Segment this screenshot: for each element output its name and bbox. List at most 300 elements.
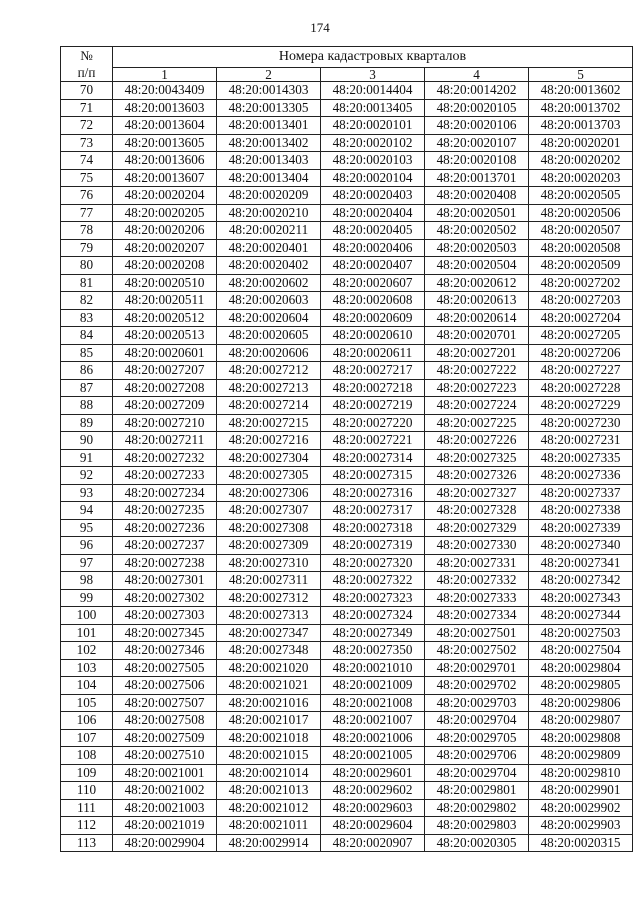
row-number-cell: 78: [61, 222, 113, 240]
cadastral-number-cell: 48:20:0021002: [113, 782, 217, 800]
cadastral-number-cell: 48:20:0020103: [321, 152, 425, 170]
cadastral-number-cell: 48:20:0027209: [113, 397, 217, 415]
cadastral-number-cell: 48:20:0027310: [217, 554, 321, 572]
table-row: [61, 362, 633, 380]
cadastral-number-cell: 48:20:0020610: [321, 327, 425, 345]
cadastral-number-cell: 48:20:0029808: [529, 729, 633, 747]
cadastral-number-cell: 48:20:0014202: [425, 82, 529, 100]
row-number-cell: 103: [61, 659, 113, 677]
row-number-cell: 76: [61, 187, 113, 205]
table-row: [61, 484, 633, 502]
cadastral-number-cell: 48:20:0029704: [425, 712, 529, 730]
cadastral-number-cell: 48:20:0020209: [217, 187, 321, 205]
cadastral-number-cell: 48:20:0020404: [321, 204, 425, 222]
group-title-header: Номера кадастровых кварталов: [113, 47, 633, 68]
cadastral-number-cell: 48:20:0029806: [529, 694, 633, 712]
cadastral-number-cell: 48:20:0029703: [425, 694, 529, 712]
cadastral-number-cell: 48:20:0027305: [217, 467, 321, 485]
cadastral-number-cell: 48:20:0029903: [529, 817, 633, 835]
cadastral-number-cell: 48:20:0027339: [529, 519, 633, 537]
cadastral-number-cell: 48:20:0027333: [425, 589, 529, 607]
row-number-cell: 83: [61, 309, 113, 327]
row-number-cell: 88: [61, 397, 113, 415]
cadastral-number-cell: 48:20:0027223: [425, 379, 529, 397]
row-number-cell: 98: [61, 572, 113, 590]
cadastral-number-cell: 48:20:0020512: [113, 309, 217, 327]
table-row: [61, 712, 633, 730]
cadastral-number-cell: 48:20:0020210: [217, 204, 321, 222]
row-number-cell: 92: [61, 467, 113, 485]
cadastral-number-cell: 48:20:0021006: [321, 729, 425, 747]
cadastral-number-cell: 48:20:0020502: [425, 222, 529, 240]
table-row: [61, 782, 633, 800]
cadastral-number-cell: 48:20:0029805: [529, 677, 633, 695]
cadastral-number-cell: 48:20:0013605: [113, 134, 217, 152]
table-row: [61, 624, 633, 642]
cadastral-number-cell: 48:20:0027506: [113, 677, 217, 695]
cadastral-number-cell: 48:20:0027313: [217, 607, 321, 625]
cadastral-number-cell: 48:20:0021020: [217, 659, 321, 677]
cadastral-number-cell: 48:20:0021019: [113, 817, 217, 835]
cadastral-number-cell: 48:20:0020406: [321, 239, 425, 257]
cadastral-number-cell: 48:20:0027217: [321, 362, 425, 380]
cadastral-number-cell: 48:20:0021007: [321, 712, 425, 730]
row-number-cell: 90: [61, 432, 113, 450]
row-number-cell: 106: [61, 712, 113, 730]
cadastral-number-cell: 48:20:0027326: [425, 467, 529, 485]
table-row: [61, 344, 633, 362]
table-row: [61, 694, 633, 712]
column-number-header: 4: [425, 68, 529, 82]
cadastral-number-cell: 48:20:0014303: [217, 82, 321, 100]
row-number-cell: 110: [61, 782, 113, 800]
row-number-cell: 71: [61, 99, 113, 117]
table-row: [61, 239, 633, 257]
cadastral-number-cell: 48:20:0043409: [113, 82, 217, 100]
cadastral-number-cell: 48:20:0020405: [321, 222, 425, 240]
table-row: [61, 274, 633, 292]
cadastral-number-cell: 48:20:0027218: [321, 379, 425, 397]
row-number-cell: 113: [61, 834, 113, 852]
table-row: [61, 117, 633, 135]
cadastral-number-cell: 48:20:0020201: [529, 134, 633, 152]
row-number-cell: 86: [61, 362, 113, 380]
cadastral-number-cell: 48:20:0020401: [217, 239, 321, 257]
cadastral-number-cell: 48:20:0027502: [425, 642, 529, 660]
cadastral-number-cell: 48:20:0027230: [529, 414, 633, 432]
row-number-cell: 87: [61, 379, 113, 397]
cadastral-number-cell: 48:20:0027323: [321, 589, 425, 607]
row-number-cell: 77: [61, 204, 113, 222]
cadastral-number-cell: 48:20:0021021: [217, 677, 321, 695]
cadastral-number-cell: 48:20:0020508: [529, 239, 633, 257]
cadastral-number-cell: 48:20:0027317: [321, 502, 425, 520]
cadastral-number-cell: 48:20:0013702: [529, 99, 633, 117]
cadastral-number-cell: 48:20:0027304: [217, 449, 321, 467]
cadastral-number-cell: 48:20:0013305: [217, 99, 321, 117]
table-row: [61, 834, 633, 852]
cadastral-number-cell: 48:20:0027206: [529, 344, 633, 362]
cadastral-number-cell: 48:20:0027350: [321, 642, 425, 660]
cadastral-number-cell: 48:20:0027237: [113, 537, 217, 555]
cadastral-number-cell: 48:20:0020305: [425, 834, 529, 852]
table-row: [61, 187, 633, 205]
table-row: [61, 659, 633, 677]
cadastral-number-cell: 48:20:0027501: [425, 624, 529, 642]
cadastral-number-cell: 48:20:0013607: [113, 169, 217, 187]
cadastral-number-cell: 48:20:0020907: [321, 834, 425, 852]
table-row: [61, 799, 633, 817]
cadastral-number-cell: 48:20:0027349: [321, 624, 425, 642]
cadastral-number-cell: 48:20:0029602: [321, 782, 425, 800]
cadastral-number-cell: 48:20:0020206: [113, 222, 217, 240]
cadastral-number-cell: 48:20:0029902: [529, 799, 633, 817]
cadastral-number-cell: 48:20:0027330: [425, 537, 529, 555]
cadastral-number-cell: 48:20:0020604: [217, 309, 321, 327]
cadastral-number-cell: 48:20:0027315: [321, 467, 425, 485]
cadastral-number-cell: 48:20:0020505: [529, 187, 633, 205]
cadastral-number-cell: 48:20:0027225: [425, 414, 529, 432]
cadastral-number-cell: 48:20:0027316: [321, 484, 425, 502]
cadastral-number-cell: 48:20:0027328: [425, 502, 529, 520]
cadastral-number-cell: 48:20:0020614: [425, 309, 529, 327]
row-number-header: [61, 47, 113, 82]
table-row: [61, 729, 633, 747]
cadastral-number-cell: 48:20:0027306: [217, 484, 321, 502]
cadastral-number-cell: 48:20:0020108: [425, 152, 529, 170]
cadastral-number-cell: 48:20:0020613: [425, 292, 529, 310]
cadastral-number-cell: 48:20:0020510: [113, 274, 217, 292]
row-number-cell: 89: [61, 414, 113, 432]
cadastral-number-cell: 48:20:0020608: [321, 292, 425, 310]
cadastral-number-cell: 48:20:0027342: [529, 572, 633, 590]
cadastral-number-cell: 48:20:0027202: [529, 274, 633, 292]
row-number-cell: 105: [61, 694, 113, 712]
table-row: [61, 397, 633, 415]
cadastral-number-cell: 48:20:0020606: [217, 344, 321, 362]
cadastral-number-cell: 48:20:0027301: [113, 572, 217, 590]
cadastral-number-cell: 48:20:0027227: [529, 362, 633, 380]
row-number-cell: 104: [61, 677, 113, 695]
table-row: [61, 257, 633, 275]
table-row: [61, 327, 633, 345]
table-row: [61, 432, 633, 450]
cadastral-number-cell: 48:20:0021018: [217, 729, 321, 747]
cadastral-number-cell: 48:20:0020607: [321, 274, 425, 292]
cadastral-number-cell: 48:20:0020204: [113, 187, 217, 205]
cadastral-number-cell: 48:20:0014404: [321, 82, 425, 100]
table-row: [61, 607, 633, 625]
cadastral-number-cell: 48:20:0027226: [425, 432, 529, 450]
cadastral-number-cell: 48:20:0029604: [321, 817, 425, 835]
cadastral-number-cell: 48:20:0027216: [217, 432, 321, 450]
cadastral-number-cell: 48:20:0020105: [425, 99, 529, 117]
cadastral-number-cell: 48:20:0020408: [425, 187, 529, 205]
cadastral-number-cell: 48:20:0027345: [113, 624, 217, 642]
cadastral-number-cell: 48:20:0020513: [113, 327, 217, 345]
cadastral-number-cell: 48:20:0021010: [321, 659, 425, 677]
cadastral-number-cell: 48:20:0029705: [425, 729, 529, 747]
column-number-header: 2: [217, 68, 321, 82]
row-number-cell: 73: [61, 134, 113, 152]
cadastral-number-cell: 48:20:0027337: [529, 484, 633, 502]
cadastral-number-cell: 48:20:0027221: [321, 432, 425, 450]
row-number-cell: 81: [61, 274, 113, 292]
row-number-cell: 94: [61, 502, 113, 520]
row-number-cell: 108: [61, 747, 113, 765]
row-number-cell: 75: [61, 169, 113, 187]
cadastral-number-cell: 48:20:0020601: [113, 344, 217, 362]
cadastral-number-cell: 48:20:0020603: [217, 292, 321, 310]
cadastral-number-cell: 48:20:0013603: [113, 99, 217, 117]
cadastral-number-cell: 48:20:0027314: [321, 449, 425, 467]
table-row: [61, 747, 633, 765]
cadastral-number-cell: 48:20:0029704: [425, 764, 529, 782]
cadastral-number-cell: 48:20:0027238: [113, 554, 217, 572]
cadastral-number-cell: 48:20:0027201: [425, 344, 529, 362]
cadastral-number-cell: 48:20:0027504: [529, 642, 633, 660]
cadastral-number-cell: 48:20:0020207: [113, 239, 217, 257]
table-row: [61, 292, 633, 310]
cadastral-number-cell: 48:20:0020503: [425, 239, 529, 257]
row-number-header-label: п/п: [77, 65, 96, 80]
cadastral-number-cell: 48:20:0021009: [321, 677, 425, 695]
cadastral-number-cell: 48:20:0020202: [529, 152, 633, 170]
cadastral-number-cell: 48:20:0027236: [113, 519, 217, 537]
table-row: [61, 467, 633, 485]
cadastral-number-cell: 48:20:0027207: [113, 362, 217, 380]
cadastral-number-cell: 48:20:0029809: [529, 747, 633, 765]
cadastral-number-cell: 48:20:0029701: [425, 659, 529, 677]
cadastral-number-cell: 48:20:0027508: [113, 712, 217, 730]
cadastral-number-cell: 48:20:0013602: [529, 82, 633, 100]
cadastral-number-cell: 48:20:0027220: [321, 414, 425, 432]
cadastral-number-cell: 48:20:0013405: [321, 99, 425, 117]
row-number-cell: 97: [61, 554, 113, 572]
table-row: [61, 537, 633, 555]
row-number-cell: 112: [61, 817, 113, 835]
cadastral-number-cell: 48:20:0020511: [113, 292, 217, 310]
cadastral-number-cell: 48:20:0027335: [529, 449, 633, 467]
table-row: [61, 204, 633, 222]
cadastral-number-cell: 48:20:0027211: [113, 432, 217, 450]
cadastral-number-cell: 48:20:0027222: [425, 362, 529, 380]
cadastral-number-cell: 48:20:0027336: [529, 467, 633, 485]
cadastral-number-cell: 48:20:0013404: [217, 169, 321, 187]
cadastral-number-cell: 48:20:0020101: [321, 117, 425, 135]
cadastral-number-cell: 48:20:0027309: [217, 537, 321, 555]
table-row: [61, 309, 633, 327]
row-number-cell: 99: [61, 589, 113, 607]
cadastral-number-cell: 48:20:0027213: [217, 379, 321, 397]
row-number-cell: 70: [61, 82, 113, 100]
table-row: [61, 99, 633, 117]
cadastral-number-cell: 48:20:0027312: [217, 589, 321, 607]
cadastral-number-cell: 48:20:0027338: [529, 502, 633, 520]
cadastral-number-cell: 48:20:0020104: [321, 169, 425, 187]
cadastral-number-cell: 48:20:0020612: [425, 274, 529, 292]
cadastral-number-cell: 48:20:0029803: [425, 817, 529, 835]
cadastral-number-cell: 48:20:0027208: [113, 379, 217, 397]
row-number-cell: 100: [61, 607, 113, 625]
cadastral-number-cell: 48:20:0027307: [217, 502, 321, 520]
cadastral-number-cell: 48:20:0020501: [425, 204, 529, 222]
cadastral-number-cell: 48:20:0029901: [529, 782, 633, 800]
table-row: [61, 502, 633, 520]
cadastral-number-cell: 48:20:0021017: [217, 712, 321, 730]
cadastral-number-cell: 48:20:0020211: [217, 222, 321, 240]
cadastral-number-cell: 48:20:0013604: [113, 117, 217, 135]
cadastral-number-cell: 48:20:0021013: [217, 782, 321, 800]
row-number-cell: 109: [61, 764, 113, 782]
cadastral-number-cell: 48:20:0021008: [321, 694, 425, 712]
cadastral-number-cell: 48:20:0013401: [217, 117, 321, 135]
table-row: [61, 169, 633, 187]
row-number-cell: 93: [61, 484, 113, 502]
cadastral-number-cell: 48:20:0021011: [217, 817, 321, 835]
cadastral-number-cell: 48:20:0027346: [113, 642, 217, 660]
cadastral-number-cell: 48:20:0013606: [113, 152, 217, 170]
table-header: [61, 47, 633, 82]
cadastral-number-cell: 48:20:0027229: [529, 397, 633, 415]
table-row: [61, 589, 633, 607]
table-row: [61, 572, 633, 590]
cadastral-number-cell: 48:20:0029706: [425, 747, 529, 765]
row-number-cell: 107: [61, 729, 113, 747]
table-row: [61, 222, 633, 240]
cadastral-number-cell: 48:20:0027219: [321, 397, 425, 415]
cadastral-number-cell: 48:20:0027332: [425, 572, 529, 590]
cadastral-number-cell: 48:20:0027231: [529, 432, 633, 450]
cadastral-number-cell: 48:20:0020315: [529, 834, 633, 852]
cadastral-number-cell: 48:20:0027234: [113, 484, 217, 502]
cadastral-number-cell: 48:20:0029804: [529, 659, 633, 677]
cadastral-number-cell: 48:20:0021001: [113, 764, 217, 782]
row-number-cell: 82: [61, 292, 113, 310]
table-row: [61, 414, 633, 432]
row-number-header-symbol: №: [80, 48, 93, 63]
table-row: [61, 642, 633, 660]
column-number-header: 3: [321, 68, 425, 82]
row-number-cell: 84: [61, 327, 113, 345]
cadastral-number-cell: 48:20:0021012: [217, 799, 321, 817]
cadastral-number-cell: 48:20:0013402: [217, 134, 321, 152]
cadastral-quarters-table: [60, 46, 633, 852]
cadastral-number-cell: 48:20:0029810: [529, 764, 633, 782]
cadastral-number-cell: 48:20:0027303: [113, 607, 217, 625]
cadastral-number-cell: 48:20:0027232: [113, 449, 217, 467]
table-row: [61, 82, 633, 100]
cadastral-number-cell: 48:20:0029904: [113, 834, 217, 852]
table-row: [61, 519, 633, 537]
cadastral-number-cell: 48:20:0027324: [321, 607, 425, 625]
cadastral-number-cell: 48:20:0029603: [321, 799, 425, 817]
table-row: [61, 554, 633, 572]
cadastral-number-cell: 48:20:0027210: [113, 414, 217, 432]
cadastral-number-cell: 48:20:0027320: [321, 554, 425, 572]
cadastral-number-cell: 48:20:0027318: [321, 519, 425, 537]
cadastral-number-cell: 48:20:0021014: [217, 764, 321, 782]
table-row: [61, 817, 633, 835]
cadastral-number-cell: 48:20:0027214: [217, 397, 321, 415]
cadastral-number-cell: 48:20:0020102: [321, 134, 425, 152]
cadastral-number-cell: 48:20:0027233: [113, 467, 217, 485]
row-number-cell: 101: [61, 624, 113, 642]
column-number-header: 5: [529, 68, 633, 82]
cadastral-number-cell: 48:20:0020609: [321, 309, 425, 327]
page-number: 174: [310, 20, 330, 35]
cadastral-number-cell: 48:20:0029807: [529, 712, 633, 730]
cadastral-number-cell: 48:20:0027507: [113, 694, 217, 712]
cadastral-number-cell: 48:20:0027204: [529, 309, 633, 327]
cadastral-number-cell: 48:20:0027329: [425, 519, 529, 537]
row-number-cell: 95: [61, 519, 113, 537]
cadastral-number-cell: 48:20:0027331: [425, 554, 529, 572]
table-row: [61, 764, 633, 782]
table-row: [61, 134, 633, 152]
cadastral-number-cell: 48:20:0029702: [425, 677, 529, 695]
cadastral-number-cell: 48:20:0020403: [321, 187, 425, 205]
cadastral-number-cell: 48:20:0027340: [529, 537, 633, 555]
cadastral-number-cell: 48:20:0027205: [529, 327, 633, 345]
column-number-header: 1: [113, 68, 217, 82]
cadastral-number-cell: 48:20:0027302: [113, 589, 217, 607]
cadastral-number-cell: 48:20:0020701: [425, 327, 529, 345]
cadastral-number-cell: 48:20:0027505: [113, 659, 217, 677]
cadastral-number-cell: 48:20:0020208: [113, 257, 217, 275]
cadastral-number-cell: 48:20:0013701: [425, 169, 529, 187]
cadastral-number-cell: 48:20:0020506: [529, 204, 633, 222]
cadastral-number-cell: 48:20:0027215: [217, 414, 321, 432]
row-number-cell: 72: [61, 117, 113, 135]
row-number-cell: 79: [61, 239, 113, 257]
cadastral-number-cell: 48:20:0029802: [425, 799, 529, 817]
table-row: [61, 379, 633, 397]
cadastral-number-cell: 48:20:0020507: [529, 222, 633, 240]
cadastral-number-cell: 48:20:0021005: [321, 747, 425, 765]
cadastral-number-cell: 48:20:0013403: [217, 152, 321, 170]
cadastral-number-cell: 48:20:0027347: [217, 624, 321, 642]
table-row: [61, 449, 633, 467]
cadastral-number-cell: 48:20:0020106: [425, 117, 529, 135]
cadastral-number-cell: 48:20:0027319: [321, 537, 425, 555]
cadastral-number-cell: 48:20:0027228: [529, 379, 633, 397]
cadastral-number-cell: 48:20:0020602: [217, 274, 321, 292]
cadastral-number-cell: 48:20:0020509: [529, 257, 633, 275]
cadastral-number-cell: 48:20:0021015: [217, 747, 321, 765]
cadastral-number-cell: 48:20:0020402: [217, 257, 321, 275]
cadastral-number-cell: 48:20:0020611: [321, 344, 425, 362]
cadastral-number-cell: 48:20:0020205: [113, 204, 217, 222]
cadastral-number-cell: 48:20:0029601: [321, 764, 425, 782]
row-number-cell: 91: [61, 449, 113, 467]
cadastral-number-cell: 48:20:0027503: [529, 624, 633, 642]
cadastral-number-cell: 48:20:0027212: [217, 362, 321, 380]
cadastral-number-cell: 48:20:0027235: [113, 502, 217, 520]
cadastral-number-cell: 48:20:0027203: [529, 292, 633, 310]
row-number-cell: 85: [61, 344, 113, 362]
cadastral-number-cell: 48:20:0027327: [425, 484, 529, 502]
row-number-cell: 102: [61, 642, 113, 660]
cadastral-number-cell: 48:20:0020107: [425, 134, 529, 152]
table-row: [61, 152, 633, 170]
cadastral-number-cell: 48:20:0027510: [113, 747, 217, 765]
table-row: [61, 677, 633, 695]
cadastral-number-cell: 48:20:0020605: [217, 327, 321, 345]
cadastral-number-cell: 48:20:0027325: [425, 449, 529, 467]
cadastral-number-cell: 48:20:0027334: [425, 607, 529, 625]
cadastral-number-cell: 48:20:0027311: [217, 572, 321, 590]
